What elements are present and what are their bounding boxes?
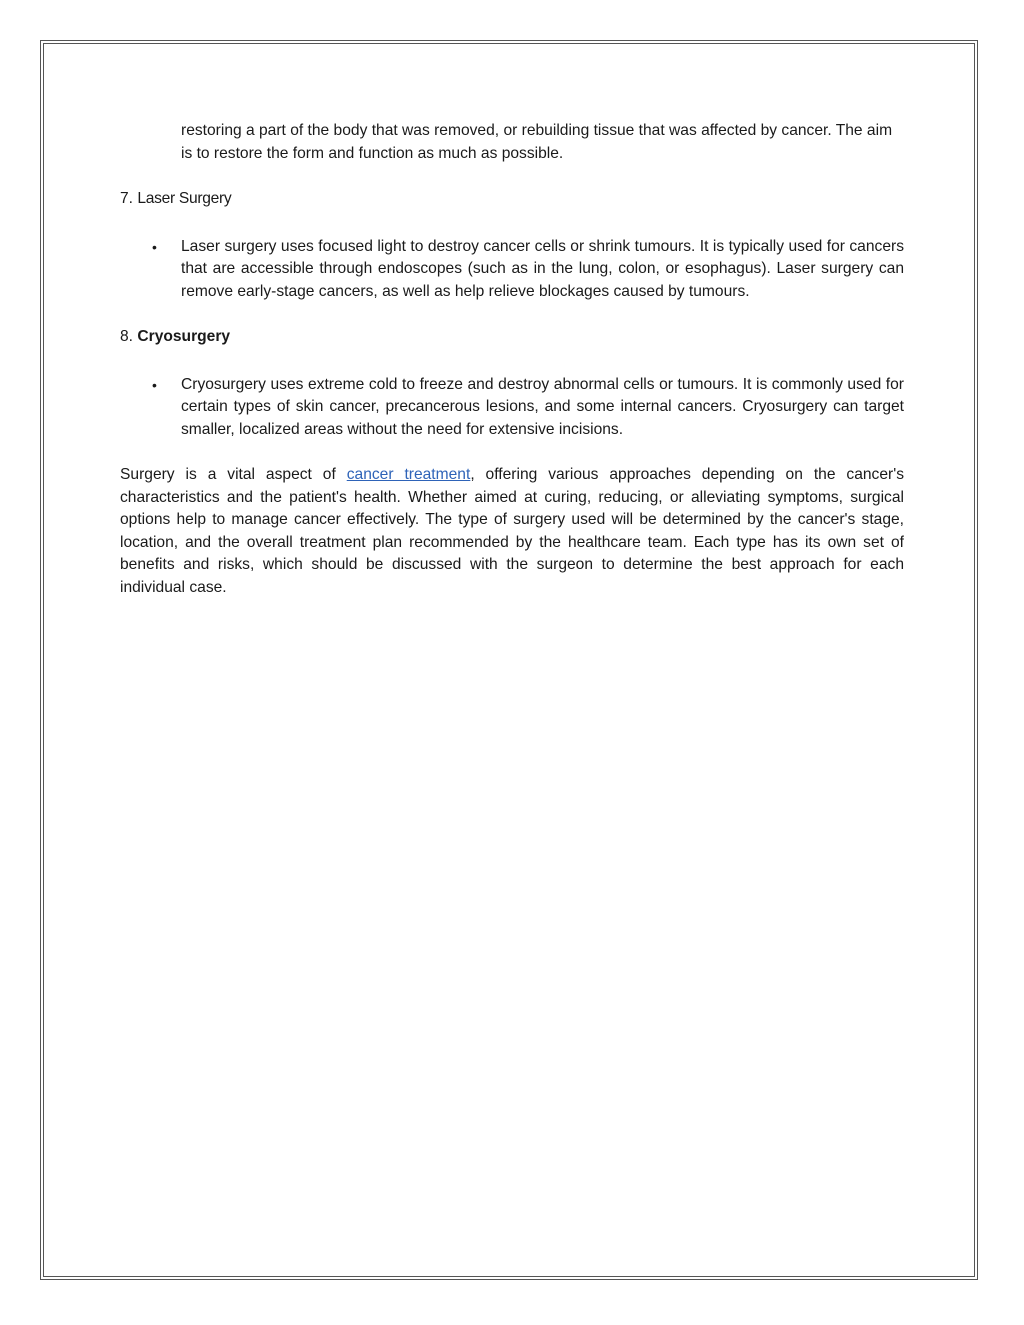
- bullet-icon: •: [152, 238, 157, 255]
- section-heading-cryosurgery: [120, 326, 904, 349]
- document-content: [120, 120, 904, 599]
- section-title: Cryosurgery: [137, 328, 231, 345]
- summary-text-start: Surgery is a vital aspect of: [120, 466, 347, 483]
- bullet-icon: •: [152, 376, 157, 393]
- list-item-text: Cryosurgery uses extreme cold to freeze and destroy abnormal cells or tumours. It is commonly used for certain types of skin cancer, precancerous lesions, and some internal cancers. Cryosurgery can target smaller, localized areas without the need for extensive incisions.: [181, 375, 904, 438]
- summary-text-end: , offering various approaches depending on the cancer's characteristics and the patient's health. Whether aimed at curing, reducing, or alleviating symptoms, surgical options help to manage cancer effectively. The type of surgery used will be determined by the cancer's stage, location, and the overall treatment plan recommended by the healthcare team. Each type has its own set of benefits and risks, which should be discussed with the surgeon to determine the best approach for each individual case.: [120, 466, 904, 596]
- summary-paragraph: [120, 464, 904, 599]
- intro-continuation: restoring a part of the body that was removed, or rebuilding tissue that was affected by cancer. The aim is to restore the form and function as much as possible.: [181, 122, 893, 162]
- list-item-text: Laser surgery uses focused light to destroy cancer cells or shrink tumours. It is typically used for cancers that are accessible through endoscopes (such as in the lung, colon, or esophagus). Laser surgery can remove early-stage cancers, as well as help relieve blockages caused by tumours.: [181, 237, 904, 300]
- cancer-treatment-link[interactable]: cancer treatment: [346, 466, 471, 483]
- section-number: 7.: [120, 190, 134, 207]
- section-number: 8.: [120, 328, 134, 345]
- section-title: Laser Surgery: [137, 190, 232, 207]
- list-item-laser-surgery: [152, 236, 904, 304]
- section-heading-laser-surgery: [120, 188, 904, 211]
- list-item-cryosurgery: [152, 374, 904, 442]
